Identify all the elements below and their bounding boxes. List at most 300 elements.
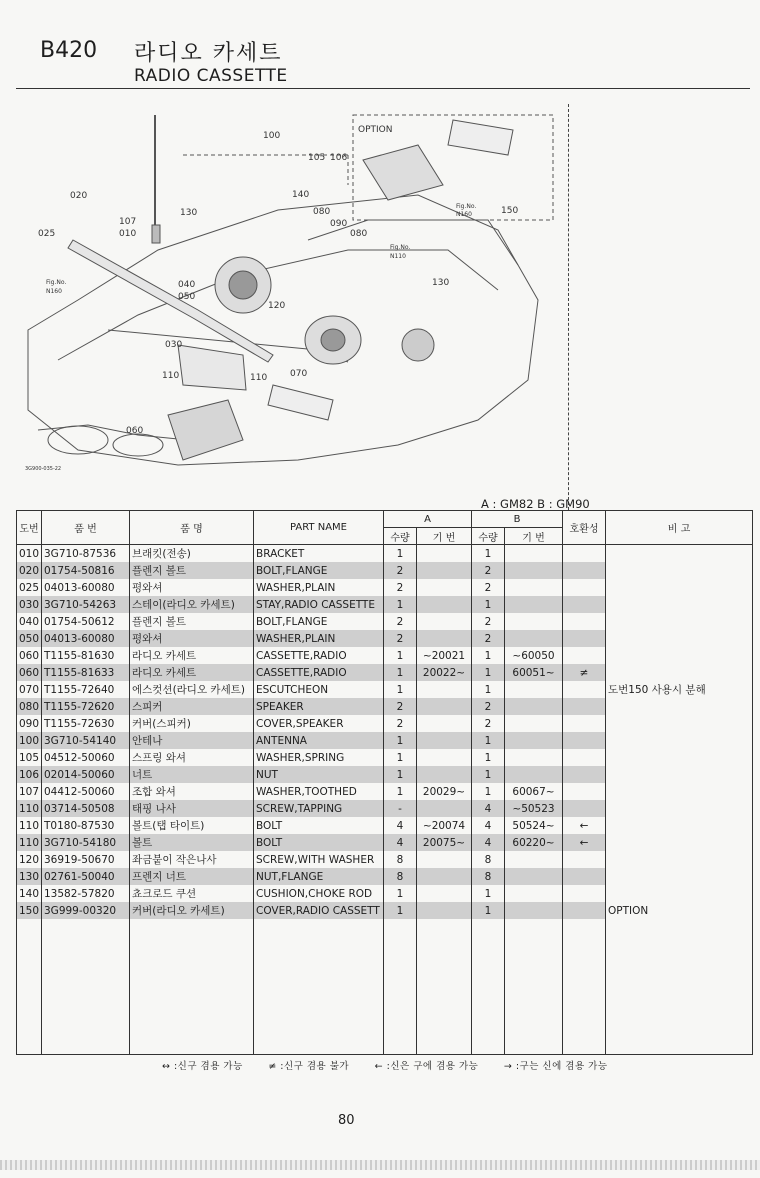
cell-ref: 010 <box>17 545 42 563</box>
cell-sa: ~20021 <box>417 647 472 664</box>
cell-en: ESCUTCHEON <box>254 681 384 698</box>
cell-rm <box>606 732 753 749</box>
cell-sb: 60220~ <box>505 834 563 851</box>
table-row <box>17 817 753 834</box>
cell-qa: - <box>384 800 417 817</box>
table-row <box>17 851 753 868</box>
cell-sb <box>505 681 563 698</box>
table-row <box>17 732 753 749</box>
cell-sb: 50524~ <box>505 817 563 834</box>
table-row <box>17 545 753 563</box>
cell-ko: 볼트(탭 타이트) <box>130 817 254 834</box>
cell-en: SCREW,TAPPING <box>254 800 384 817</box>
cell-sa <box>417 698 472 715</box>
cell-qb: 2 <box>472 579 505 596</box>
cell-en: WASHER,SPRING <box>254 749 384 766</box>
cell-rm <box>606 664 753 681</box>
cell-sb: ~50523 <box>505 800 563 817</box>
cell-ko: 스테이(라디오 카세트) <box>130 596 254 613</box>
cell-ic <box>563 562 606 579</box>
cell-sa <box>417 800 472 817</box>
callout-030: 030 <box>165 340 183 350</box>
cell-ko: 브래킷(전송) <box>130 545 254 563</box>
cell-ic <box>563 868 606 885</box>
callout-106: 106 <box>330 153 348 163</box>
cell-qa: 2 <box>384 562 417 579</box>
cell-ref: 107 <box>17 783 42 800</box>
legend-old-to-new: → :구는 신에 겸용 가능 <box>503 1061 608 1072</box>
cell-rm: OPTION <box>606 902 753 919</box>
section-code: B420 <box>40 38 98 63</box>
callout-110-right: 110 <box>250 373 268 383</box>
cell-qa: 4 <box>384 834 417 851</box>
cell-ref: 150 <box>17 902 42 919</box>
cell-qb: 2 <box>472 562 505 579</box>
cell-qa: 2 <box>384 579 417 596</box>
cell-pn: T1155-72620 <box>42 698 130 715</box>
cell-ref: 120 <box>17 851 42 868</box>
header-group-a: A <box>384 511 472 528</box>
cell-rm <box>606 579 753 596</box>
cell-sa <box>417 596 472 613</box>
cell-qa: 1 <box>384 749 417 766</box>
cell-ic <box>563 545 606 563</box>
cell-pn: 3G710-87536 <box>42 545 130 563</box>
cell-rm <box>606 783 753 800</box>
cell-ko: 평와셔 <box>130 630 254 647</box>
header-part-name: PART NAME <box>254 511 384 545</box>
cell-qb: 4 <box>472 817 505 834</box>
cell-ko: 쵸크로드 쿠션 <box>130 885 254 902</box>
callout-n160-left: N160 <box>46 288 62 295</box>
table-row <box>17 681 753 698</box>
cell-qb: 1 <box>472 749 505 766</box>
callout-fig-no-3: Fig.No. <box>46 279 67 286</box>
model-key: A : GM82 B : GM90 <box>481 497 590 511</box>
cell-qb: 4 <box>472 834 505 851</box>
cell-sa <box>417 868 472 885</box>
table-row <box>17 630 753 647</box>
table-row <box>17 783 753 800</box>
cell-sa <box>417 749 472 766</box>
cell-ref: 040 <box>17 613 42 630</box>
cell-rm <box>606 834 753 851</box>
cell-qa: 1 <box>384 902 417 919</box>
cell-en: NUT,FLANGE <box>254 868 384 885</box>
cell-sb <box>505 613 563 630</box>
cell-ko: 스피커 <box>130 698 254 715</box>
cell-sb: 60051~ <box>505 664 563 681</box>
cell-qb: 4 <box>472 800 505 817</box>
table-row <box>17 647 753 664</box>
cell-rm <box>606 715 753 732</box>
callout-option: OPTION <box>358 125 393 135</box>
cell-ic <box>563 698 606 715</box>
cell-sb <box>505 579 563 596</box>
dashed-separator <box>568 104 569 510</box>
cell-en: STAY,RADIO CASSETTE <box>254 596 384 613</box>
cell-sa <box>417 545 472 563</box>
callout-020: 020 <box>70 191 88 201</box>
cell-ref: 130 <box>17 868 42 885</box>
cell-sa <box>417 885 472 902</box>
cell-ref: 070 <box>17 681 42 698</box>
cell-ic: ← <box>563 834 606 851</box>
callout-050: 050 <box>178 292 196 302</box>
cell-ref: 105 <box>17 749 42 766</box>
cell-ref: 020 <box>17 562 42 579</box>
diagram-code: 3G900-035-22 <box>25 466 62 472</box>
cell-pn: 04512-50060 <box>42 749 130 766</box>
cell-sb <box>505 596 563 613</box>
filler-cell <box>417 919 472 1055</box>
cell-qa: 4 <box>384 817 417 834</box>
cell-ic <box>563 630 606 647</box>
table-row <box>17 579 753 596</box>
header-qty-b: 수량 <box>472 528 505 545</box>
callout-150: 150 <box>501 206 519 216</box>
filler-cell <box>472 919 505 1055</box>
cell-qb: 1 <box>472 783 505 800</box>
filler-cell <box>563 919 606 1055</box>
cell-sb: 60067~ <box>505 783 563 800</box>
cell-sb <box>505 868 563 885</box>
callout-080-right: 080 <box>350 229 368 239</box>
cell-sa <box>417 851 472 868</box>
cell-pn: 03714-50508 <box>42 800 130 817</box>
cell-en: COVER,SPEAKER <box>254 715 384 732</box>
callout-140: 140 <box>292 190 310 200</box>
cell-en: NUT <box>254 766 384 783</box>
cell-rm <box>606 817 753 834</box>
filler-cell <box>384 919 417 1055</box>
cell-qb: 1 <box>472 596 505 613</box>
cell-qb: 1 <box>472 902 505 919</box>
parts-table-body <box>17 545 753 1055</box>
cell-qb: 8 <box>472 851 505 868</box>
cell-ref: 030 <box>17 596 42 613</box>
cell-sb <box>505 749 563 766</box>
cell-ko: 평와셔 <box>130 579 254 596</box>
cell-rm <box>606 749 753 766</box>
cell-ref: 060 <box>17 647 42 664</box>
cell-pn: T0180-87530 <box>42 817 130 834</box>
cell-ic <box>563 885 606 902</box>
cell-sb <box>505 732 563 749</box>
cell-ic <box>563 766 606 783</box>
cell-qa: 1 <box>384 681 417 698</box>
cell-rm <box>606 647 753 664</box>
table-row <box>17 698 753 715</box>
cell-en: CUSHION,CHOKE ROD <box>254 885 384 902</box>
cell-rm <box>606 851 753 868</box>
cell-sa <box>417 715 472 732</box>
cell-pn: T1155-81630 <box>42 647 130 664</box>
cell-sa <box>417 902 472 919</box>
cell-qb: 2 <box>472 698 505 715</box>
cell-sa <box>417 562 472 579</box>
cell-pn: 01754-50612 <box>42 613 130 630</box>
cell-qb: 1 <box>472 681 505 698</box>
cell-qb: 1 <box>472 545 505 563</box>
cell-sb <box>505 902 563 919</box>
callout-107: 107 <box>119 217 137 227</box>
cell-sb <box>505 715 563 732</box>
cell-sb <box>505 545 563 563</box>
cell-sa <box>417 613 472 630</box>
table-row <box>17 613 753 630</box>
header-name-ko: 품 명 <box>130 511 254 545</box>
filler-cell <box>254 919 384 1055</box>
cell-ko: 플렌지 볼트 <box>130 613 254 630</box>
filler-cell <box>606 919 753 1055</box>
callout-010: 010 <box>119 229 137 239</box>
callout-025: 025 <box>38 229 56 239</box>
cell-pn: 3G999-00320 <box>42 902 130 919</box>
cell-qa: 1 <box>384 732 417 749</box>
cell-rm: 도번150 사용시 분해 <box>606 681 753 698</box>
cell-sb: ~60050 <box>505 647 563 664</box>
cell-ko: 안테나 <box>130 732 254 749</box>
cell-rm <box>606 766 753 783</box>
filler-cell <box>42 919 130 1055</box>
table-filler-row <box>17 919 753 1055</box>
cell-sa: 20022~ <box>417 664 472 681</box>
cell-qb: 1 <box>472 647 505 664</box>
cell-en: SCREW,WITH WASHER <box>254 851 384 868</box>
cell-rm <box>606 630 753 647</box>
cell-ko: 라디오 카세트 <box>130 664 254 681</box>
cell-qb: 1 <box>472 664 505 681</box>
cell-ic <box>563 783 606 800</box>
title-divider <box>16 88 750 89</box>
callout-120: 120 <box>268 301 286 311</box>
cell-qb: 2 <box>472 613 505 630</box>
cell-pn: T1155-81633 <box>42 664 130 681</box>
cell-ref: 110 <box>17 817 42 834</box>
cell-ko: 프렌지 너트 <box>130 868 254 885</box>
cell-qa: 1 <box>384 885 417 902</box>
cell-ic <box>563 596 606 613</box>
table-row <box>17 664 753 681</box>
table-row <box>17 868 753 885</box>
cell-rm <box>606 698 753 715</box>
table-row <box>17 902 753 919</box>
cell-ref: 110 <box>17 834 42 851</box>
cell-qa: 8 <box>384 868 417 885</box>
cell-pn: 3G710-54263 <box>42 596 130 613</box>
cell-en: BOLT,FLANGE <box>254 613 384 630</box>
scan-edge <box>0 1160 760 1170</box>
cell-en: COVER,RADIO CASSETT <box>254 902 384 919</box>
header-part-no: 품 번 <box>42 511 130 545</box>
cell-pn: 04412-50060 <box>42 783 130 800</box>
cell-sb <box>505 562 563 579</box>
cell-rm <box>606 885 753 902</box>
cell-rm <box>606 562 753 579</box>
header-serial-a: 기 번 <box>417 528 472 545</box>
header-remarks: 비 고 <box>606 511 753 545</box>
legend-new-to-old: ← :신은 구에 겸용 가능 <box>374 1061 479 1072</box>
cell-ref: 090 <box>17 715 42 732</box>
cell-pn: 02761-50040 <box>42 868 130 885</box>
filler-cell <box>130 919 254 1055</box>
page-title-english: RADIO CASSETTE <box>134 66 288 86</box>
cell-qa: 1 <box>384 647 417 664</box>
cell-ko: 에스컷션(라디오 카세트) <box>130 681 254 698</box>
callout-fig-no-1: Fig.No. <box>456 203 477 210</box>
cell-ko: 플렌지 볼트 <box>130 562 254 579</box>
cell-sa <box>417 732 472 749</box>
callout-090: 090 <box>330 219 348 229</box>
cell-qa: 8 <box>384 851 417 868</box>
cell-ko: 조합 와셔 <box>130 783 254 800</box>
compatibility-legend <box>162 1058 630 1072</box>
cell-ko: 커버(스피커) <box>130 715 254 732</box>
table-row <box>17 749 753 766</box>
cell-qa: 1 <box>384 783 417 800</box>
table-row <box>17 715 753 732</box>
cell-qb: 8 <box>472 868 505 885</box>
cell-sb <box>505 630 563 647</box>
cell-ko: 커버(라디오 카세트) <box>130 902 254 919</box>
cell-rm <box>606 868 753 885</box>
cell-ko: 볼트 <box>130 834 254 851</box>
callout-130-left: 130 <box>180 208 198 218</box>
cell-pn: 3G710-54140 <box>42 732 130 749</box>
cell-ref: 060 <box>17 664 42 681</box>
cell-qa: 2 <box>384 698 417 715</box>
legend-none: ≠ :신구 겸용 불가 <box>268 1061 350 1072</box>
cell-ic: ← <box>563 817 606 834</box>
table-row <box>17 885 753 902</box>
cell-ref: 080 <box>17 698 42 715</box>
callout-110-left: 110 <box>162 371 180 381</box>
callout-fig-no-2: Fig.No. <box>390 244 411 251</box>
cell-sb <box>505 698 563 715</box>
cell-pn: 36919-50670 <box>42 851 130 868</box>
cell-rm <box>606 596 753 613</box>
cell-ref: 025 <box>17 579 42 596</box>
callout-n110: N110 <box>390 253 406 260</box>
cell-rm <box>606 613 753 630</box>
cell-sa <box>417 579 472 596</box>
header-serial-b: 기 번 <box>505 528 563 545</box>
cell-qb: 1 <box>472 732 505 749</box>
cell-ref: 050 <box>17 630 42 647</box>
cell-en: WASHER,PLAIN <box>254 630 384 647</box>
cell-qb: 1 <box>472 885 505 902</box>
cell-ic <box>563 681 606 698</box>
header-group-b: B <box>472 511 563 528</box>
cell-ic <box>563 732 606 749</box>
cell-ko: 태핑 나사 <box>130 800 254 817</box>
cell-qa: 1 <box>384 545 417 563</box>
exploded-parts-diagram <box>18 100 563 485</box>
cell-sb <box>505 851 563 868</box>
callout-n160-option: N160 <box>456 211 472 218</box>
cell-ic <box>563 800 606 817</box>
callout-040: 040 <box>178 280 196 290</box>
callout-105: 105 <box>308 153 326 163</box>
cell-sa <box>417 630 472 647</box>
cell-en: BRACKET <box>254 545 384 563</box>
cell-ic <box>563 851 606 868</box>
legend-both: ↔ :신구 겸용 가능 <box>162 1061 243 1072</box>
cell-pn: 04013-60080 <box>42 630 130 647</box>
cell-qa: 1 <box>384 596 417 613</box>
parts-table <box>16 510 753 1055</box>
cell-rm <box>606 545 753 563</box>
cell-ko: 좌금붙이 작은나사 <box>130 851 254 868</box>
cell-rm <box>606 800 753 817</box>
callout-060: 060 <box>126 426 144 436</box>
callout-070: 070 <box>290 369 308 379</box>
cell-qa: 2 <box>384 613 417 630</box>
cell-ko: 너트 <box>130 766 254 783</box>
cell-en: BOLT <box>254 834 384 851</box>
cell-qb: 1 <box>472 766 505 783</box>
cell-sa <box>417 766 472 783</box>
cell-ko: 스프링 와셔 <box>130 749 254 766</box>
cell-sa: 20029~ <box>417 783 472 800</box>
cell-en: CASSETTE,RADIO <box>254 647 384 664</box>
table-row <box>17 562 753 579</box>
cell-qa: 1 <box>384 664 417 681</box>
header-qty-a: 수량 <box>384 528 417 545</box>
cell-sa: 20075~ <box>417 834 472 851</box>
cell-ic <box>563 579 606 596</box>
table-row <box>17 834 753 851</box>
cell-qa: 1 <box>384 766 417 783</box>
cell-pn: 02014-50060 <box>42 766 130 783</box>
table-row <box>17 596 753 613</box>
cell-ic <box>563 613 606 630</box>
callout-130-right: 130 <box>432 278 450 288</box>
cell-pn: 3G710-54180 <box>42 834 130 851</box>
table-row <box>17 766 753 783</box>
cell-ref: 110 <box>17 800 42 817</box>
cell-en: SPEAKER <box>254 698 384 715</box>
cell-ref: 100 <box>17 732 42 749</box>
filler-cell <box>17 919 42 1055</box>
cell-en: CASSETTE,RADIO <box>254 664 384 681</box>
cell-en: ANTENNA <box>254 732 384 749</box>
cell-pn: 01754-50816 <box>42 562 130 579</box>
cell-en: WASHER,TOOTHED <box>254 783 384 800</box>
callout-100: 100 <box>263 131 281 141</box>
cell-sa: ~20074 <box>417 817 472 834</box>
cell-ic: ≠ <box>563 664 606 681</box>
cell-ko: 라디오 카세트 <box>130 647 254 664</box>
cell-qa: 2 <box>384 630 417 647</box>
cell-en: BOLT,FLANGE <box>254 562 384 579</box>
header-interchange: 호환성 <box>563 511 606 545</box>
cell-en: BOLT <box>254 817 384 834</box>
filler-cell <box>505 919 563 1055</box>
cell-sa <box>417 681 472 698</box>
cell-qb: 2 <box>472 630 505 647</box>
cell-qa: 2 <box>384 715 417 732</box>
cell-qb: 2 <box>472 715 505 732</box>
cell-ref: 106 <box>17 766 42 783</box>
cell-pn: 04013-60080 <box>42 579 130 596</box>
callout-080-top: 080 <box>313 207 331 217</box>
cell-pn: 13582-57820 <box>42 885 130 902</box>
page-number: 80 <box>338 1113 355 1128</box>
cell-sb <box>505 885 563 902</box>
table-row <box>17 800 753 817</box>
